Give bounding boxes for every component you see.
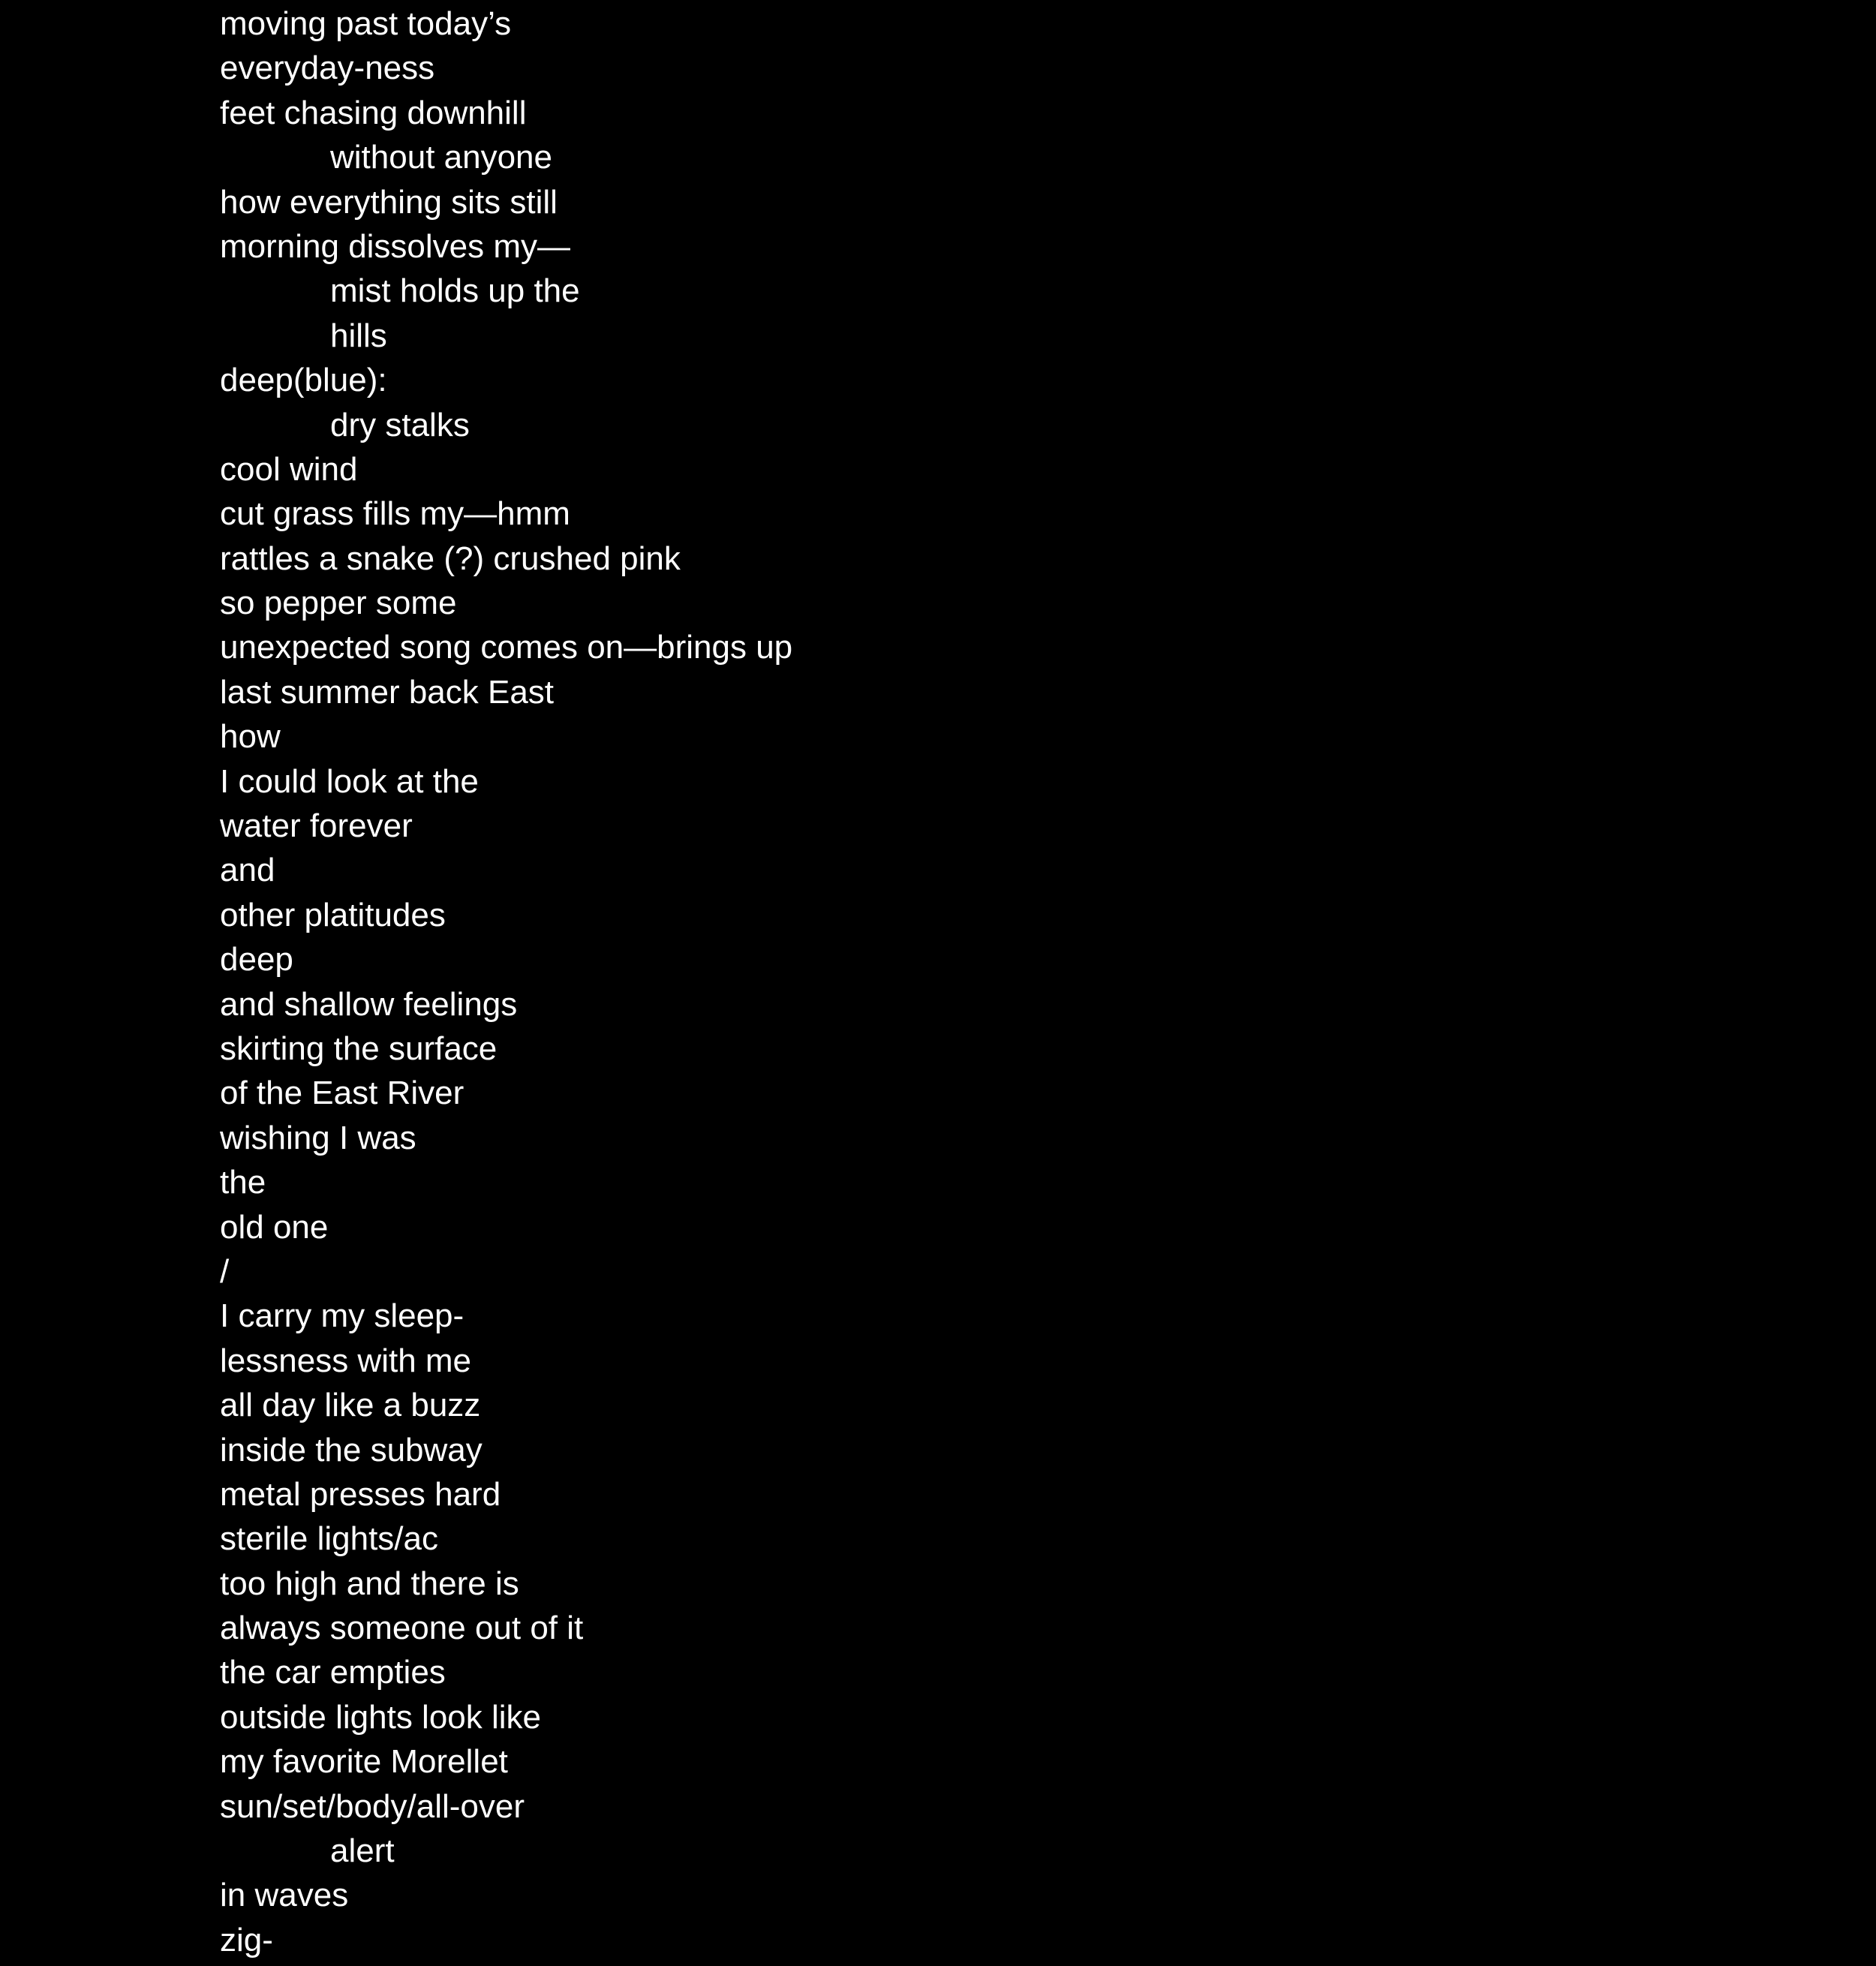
poem-line: / — [220, 1252, 230, 1290]
poem-line: I carry my sleep- — [220, 1297, 464, 1335]
poem-line: old one — [220, 1208, 329, 1246]
poem-line: too high and there is — [220, 1565, 519, 1602]
poem-line: last summer back East — [220, 673, 555, 711]
poem-line: without anyone — [330, 139, 552, 176]
poem-line: zig- — [220, 1921, 273, 1958]
poem-line: deep(blue): — [220, 362, 387, 399]
poem-line: in waves — [220, 1877, 349, 1914]
poem-line: how — [220, 718, 281, 756]
poem-line: dry stalks — [330, 406, 470, 443]
poem-line: I could look at the — [220, 762, 479, 800]
poem-line: morning dissolves my— — [220, 227, 571, 265]
poem-line: feet chasing downhill — [220, 94, 527, 131]
poem-line: always someone out of it — [220, 1610, 584, 1647]
poem-line: cool wind — [220, 450, 358, 488]
poem-line: sun/set/body/all-over — [220, 1787, 525, 1825]
poem-line: of the East River — [220, 1075, 464, 1112]
poem-line: and — [220, 852, 275, 889]
poem-line: wishing I was — [220, 1119, 416, 1156]
poem-line: how everything sits still — [220, 183, 558, 221]
poem-line: metal presses hard — [220, 1475, 501, 1513]
poem-line: sterile lights/ac — [220, 1520, 439, 1558]
poem-text — [220, 2, 1796, 1962]
poem-line: everyday-ness — [220, 50, 435, 87]
poem-line: rattles a snake (?) crushed pink — [220, 540, 681, 577]
poem-line: so pepper some — [220, 585, 457, 622]
poem-line: the — [220, 1164, 266, 1201]
poem-line: my favorite Morellet — [220, 1743, 508, 1781]
poem-line: the car empties — [220, 1654, 446, 1691]
poem-line: hills — [330, 317, 387, 354]
poem-line: lessness with me — [220, 1342, 472, 1379]
poem-line: cut grass fills my—hmm — [220, 495, 570, 533]
poem-line: mist holds up the — [330, 272, 580, 310]
poem-line: water forever — [220, 807, 413, 845]
poem-line: deep — [220, 941, 293, 978]
poem-line: other platitudes — [220, 896, 446, 933]
poem-line: outside lights look like — [220, 1698, 542, 1736]
poem-line: alert — [330, 1832, 395, 1870]
poem-line: all day like a buzz — [220, 1387, 481, 1424]
poem-line: unexpected song comes on—brings up — [220, 629, 793, 666]
poem-line: and shallow feelings — [220, 985, 518, 1023]
poem-line: skirting the surface — [220, 1030, 498, 1067]
poem-line: inside the subway — [220, 1431, 483, 1468]
poem-line: moving past today’s — [220, 5, 512, 42]
